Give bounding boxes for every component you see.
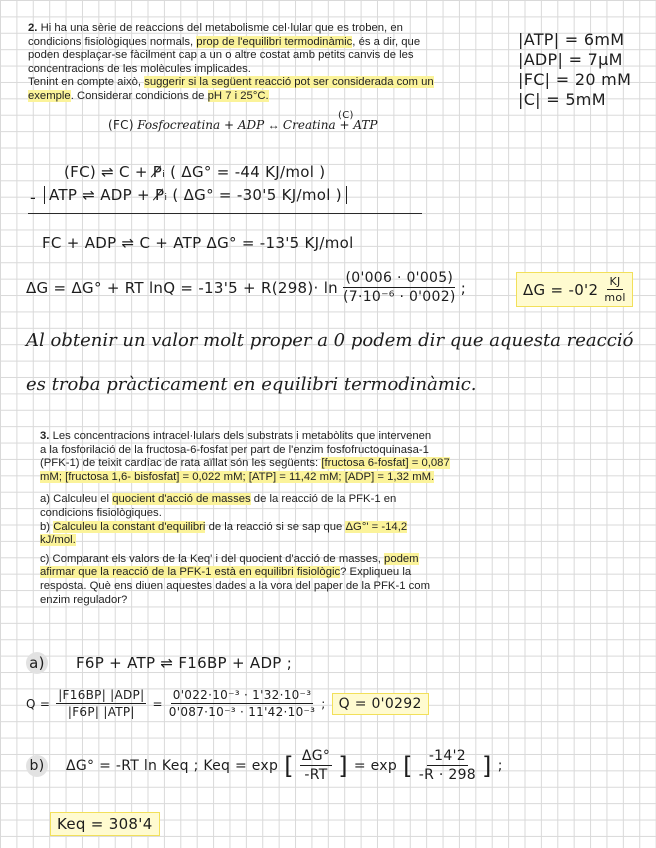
concentrations-list — [518, 30, 631, 110]
q-denominator: (7·10⁻⁶ · 0'002) — [342, 289, 456, 305]
q3-a-line — [40, 507, 520, 521]
q3-intro-segment: (PFK-1) de teixit cardíac de rata aïllat són les següents: — [40, 457, 322, 470]
q2-text-line — [28, 63, 506, 77]
q-separator: ; — [321, 696, 326, 711]
delta-g-calculation — [26, 270, 466, 305]
reaction-left: Fosfocreatina + ADP — [137, 118, 265, 132]
q-label: Q = — [26, 696, 51, 711]
q-symbolic-denominator: |F6P| |ATP| — [67, 705, 135, 719]
separator: ; — [460, 278, 467, 297]
q3-intro-line — [40, 471, 520, 485]
q3-a-segment: a) Calculeu el — [40, 493, 113, 506]
q2-text-segment: Hi ha una sèrie de reaccions del metabolisme cel·lular que es troben, en — [40, 22, 403, 34]
q3-intro-line — [40, 457, 520, 471]
question-3-text — [40, 430, 520, 607]
q3-c-segment: podem — [384, 552, 419, 565]
reaction-right: Creatina + ATP — [282, 118, 378, 132]
equals-sign: = — [152, 696, 163, 711]
question-3a — [40, 493, 520, 520]
unit-denominator: mol — [604, 291, 626, 304]
q-result: Q = 0'0292 — [332, 693, 429, 715]
question-3b — [40, 521, 520, 548]
part-b-work: b) ΔG° = -RT ln Keq ; Keq = exp [ $\frac{\Delta G^\circ}{-RT}$ ] = exp [ $\frac{-14'2}{-R \cdot 298}$ ] ; — [26, 748, 503, 783]
q3-c-segment: c) Comparant els valors de la Keq' i del quocient d'acció de masses, — [40, 552, 385, 565]
q3-b-segment: b) — [40, 520, 54, 533]
q3-intro-segment: Les concentracions intracel·lulars dels substrats i metabòlits que intervenen — [52, 430, 432, 442]
keq-fraction-2 — [419, 748, 476, 783]
q3-a-segment: de la reacció de la PFK-1 en — [250, 493, 397, 506]
keq-frac2-num: -14'2 — [428, 748, 466, 764]
q2-text-line — [28, 76, 506, 90]
q2-text-segment: , és a dir, que — [352, 35, 421, 48]
q-numeric-numerator: 0'022·10⁻³ · 1'32·10⁻³ — [172, 688, 312, 702]
question-2-lines — [28, 22, 506, 104]
q-fraction — [343, 270, 456, 305]
q2-text-segment: concentracions de les molècules implicades. — [28, 62, 251, 75]
q2-text-line — [28, 49, 506, 63]
q3-c-line — [40, 594, 520, 608]
q2-text-line — [28, 90, 506, 104]
keq-frac1-num: ΔG° — [301, 748, 331, 764]
fc-hydrolysis-equation: (FC) ⇌ C + P̸ᵢ ( ΔG° = -44 KJ/mol ) — [64, 163, 326, 181]
pfk-reaction: F6P + ATP ⇌ F16BP + ADP ; — [76, 654, 293, 672]
q3-b-segment: Calculeu la constant d'equilibri — [53, 520, 206, 533]
fc-concentration: |FC| = 20 mM — [518, 70, 632, 89]
subtract-sign: - — [30, 188, 37, 207]
q2-text-segment: Tenint en compte això, — [28, 76, 145, 89]
q3-c-line — [40, 566, 520, 580]
q3-intro-segment: a la fosforilació de la fructosa-6-fosfat per part de l'enzim fosfofructoquinasa-1 — [40, 443, 429, 456]
part-a-work — [26, 652, 292, 674]
sum-rule — [28, 213, 422, 214]
q2-text-segment: exemple — [28, 89, 71, 102]
q-numerator: (0'006 · 0'005) — [345, 270, 454, 286]
mass-action-quotient — [26, 688, 429, 719]
q2-text-segment: pH 7 i 25°C. — [207, 89, 269, 102]
keq-fraction-1 — [300, 748, 332, 783]
q-numeric-fraction — [169, 688, 315, 719]
delta-g-expression: ΔG = ΔG° + RT lnQ = -13'5 + R(298)· ln — [26, 278, 338, 297]
q3-b-line — [40, 534, 520, 548]
atp-hydrolysis-text: ATP ⇌ ADP + P̸ᵢ ( ΔG° = -30'5 KJ/mol ) — [49, 186, 342, 204]
q3-b-segment: de la reacció si se sap que — [205, 520, 346, 533]
fc-annotation: (FC) — [108, 118, 134, 132]
conclusion-line-1: Al obtenir un valor molt proper a 0 podem dir que aquesta reacció — [26, 330, 634, 351]
conclusion-line-2: es troba pràcticament en equilibri termodinàmic. — [26, 374, 477, 395]
q2-text-segment: condicions fisiològiques normals, — [28, 35, 197, 48]
part-a-label: a) — [26, 652, 48, 674]
q2-text-segment: suggerir si la següent reacció pot ser considerada com un — [144, 76, 434, 89]
q3-c-line — [40, 553, 520, 567]
q-symbolic-numerator: |F16BP| |ADP| — [58, 688, 145, 702]
part-b-label: b) — [26, 755, 48, 777]
q3-b-line — [40, 521, 520, 535]
q3-c-line — [40, 580, 520, 594]
reaction-arrow: ↔ — [267, 118, 280, 132]
question-2-text — [28, 22, 506, 104]
q2-text-line — [28, 36, 506, 50]
q2-text-number: 2. — [28, 22, 41, 34]
delta-g-unit — [604, 275, 625, 304]
unit-numerator: KJ — [609, 275, 621, 288]
q3-c-segment: enzim regulador? — [40, 593, 128, 606]
q3-b-segment: kJ/mol. — [40, 534, 76, 547]
reaction-equation — [108, 118, 377, 132]
keq-frac1-den: -RT — [304, 767, 328, 783]
q-numeric-denominator: 0'087·10⁻³ · 11'42·10⁻³ — [168, 705, 316, 719]
q3-intro-segment: mM; [fructosa 1,6- bisfosfat] = 0,022 mM; [ATP] = 11,42 mM; [ADP] = 1,32 mM. — [40, 470, 435, 483]
q3-c-segment: afirmar que la reacció de la PFK-1 està en equilibri fisiològic — [40, 566, 341, 579]
q2-text-segment: poden desplaçar-se fàcilment cap a un o altre costat amb petits canvis de les — [28, 49, 414, 62]
keq-expression: ΔG° = -RT ln Keq ; Keq = exp — [66, 757, 279, 774]
question-3-intro — [40, 430, 520, 484]
c-concentration: |C| = 5mM — [518, 90, 606, 109]
q2-text-segment: . Considerar condicions de — [70, 89, 208, 102]
keq-result: Keq = 308'4 — [50, 812, 160, 836]
q3-a-segment: quocient d'acció de masses — [112, 493, 251, 506]
q3-intro-line — [40, 444, 520, 458]
q3-intro-segment: [fructosa 6-fosfat] = 0,087 — [321, 457, 450, 470]
q3-intro-line — [40, 430, 520, 444]
delta-g-value: ΔG = -0'2 — [523, 280, 599, 299]
question-3c — [40, 553, 520, 607]
atp-hydrolysis-equation — [44, 186, 347, 204]
atp-concentration: |ATP| = 6mM — [518, 30, 625, 49]
q-symbolic-fraction — [56, 688, 146, 719]
q3-c-segment: ? Expliqueu la — [340, 566, 412, 579]
q2-text-line — [28, 22, 506, 36]
sum-equation: FC + ADP ⇌ C + ATP ΔG° = -13'5 KJ/mol — [42, 234, 354, 252]
q3-a-line — [40, 493, 520, 507]
keq-frac2-den: -R · 298 — [418, 767, 477, 783]
q3-a-segment: condicions fisiològiques. — [40, 506, 162, 519]
adp-concentration: |ADP| = 7μM — [518, 50, 623, 69]
delta-g-result — [516, 272, 633, 307]
keq-separator: ; — [497, 757, 503, 774]
keq-equals-exp: = exp — [353, 757, 398, 774]
q2-text-segment: prop de l'equilibri termodinàmic — [196, 35, 353, 48]
q3-c-segment: resposta. Què ens diuen aquestes dades a la vora del paper de la PFK-1 com — [40, 579, 430, 592]
q3-b-segment: ΔG°' = -14,2 — [345, 520, 408, 533]
c-annotation: (C) — [338, 110, 354, 121]
q3-intro-number: 3. — [40, 430, 53, 442]
